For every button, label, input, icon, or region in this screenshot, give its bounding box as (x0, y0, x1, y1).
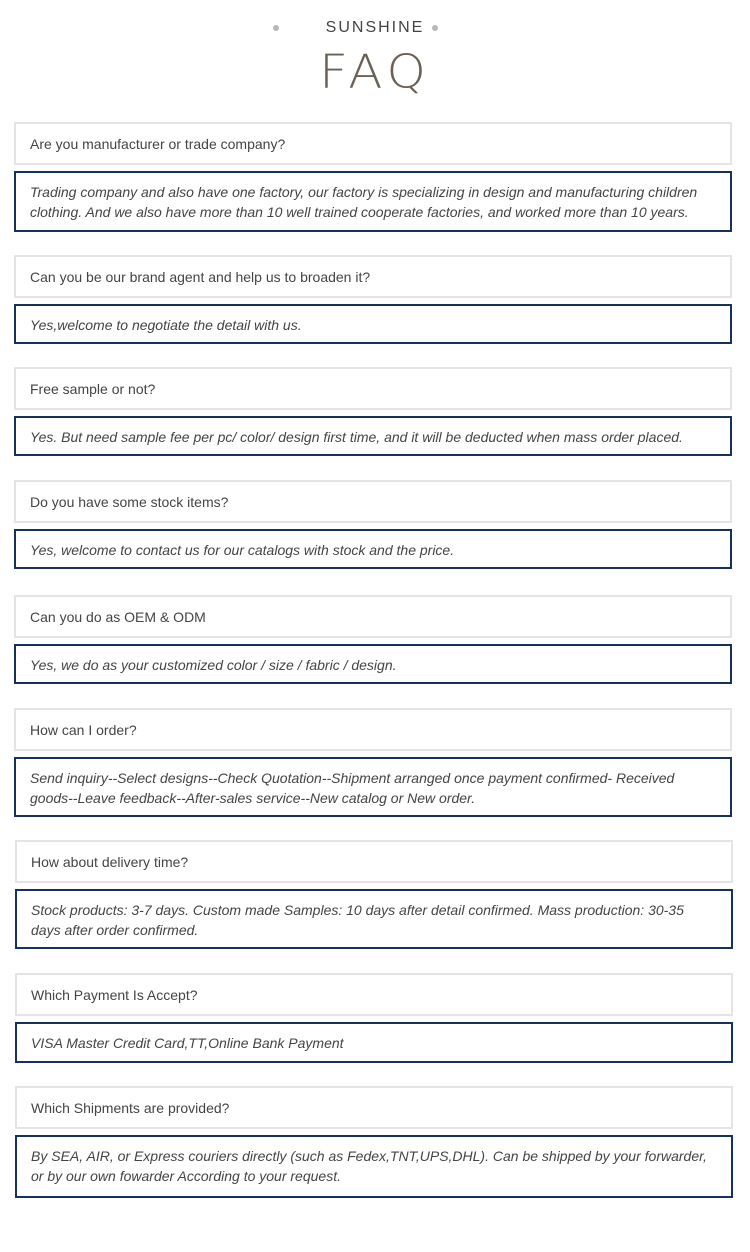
faq-answer-4: Yes, welcome to contact us for our catalogs with stock and the price. (14, 529, 732, 569)
faq-question-text: Do you have some stock items? (30, 493, 229, 510)
brand-name: SUNSHINE (325, 19, 425, 36)
faq-question-text: How about delivery time? (31, 853, 189, 870)
faq-question-text: Which Shipments are provided? (31, 1099, 230, 1116)
faq-question-text: How can I order? (30, 721, 137, 738)
faq-question-1[interactable] (14, 122, 732, 165)
faq-question-5[interactable] (14, 595, 732, 638)
faq-answer-3: Yes. But need sample fee per pc/ color/ design first time, and it will be deducted when mass order placed. (14, 416, 732, 456)
faq-question-3[interactable] (14, 367, 732, 410)
faq-question-6[interactable] (14, 708, 732, 751)
faq-question-text: Free sample or not? (30, 380, 156, 397)
decorative-dot-right (432, 25, 438, 31)
faq-question-4[interactable] (14, 480, 732, 523)
faq-question-text: Can you do as OEM & ODM (30, 608, 206, 625)
faq-question-7[interactable] (15, 840, 733, 883)
faq-question-9[interactable] (15, 1086, 733, 1129)
faq-question-text: Can you be our brand agent and help us to broaden it? (30, 268, 371, 285)
faq-question-8[interactable] (15, 973, 733, 1016)
faq-answer-9: By SEA, AIR, or Express couriers directly (such as Fedex,TNT,UPS,DHL). Can be shipped by your forwarder, or by our own fowarder According to your request. (15, 1135, 733, 1198)
faq-answer-8: VISA Master Credit Card,TT,Online Bank Payment (15, 1022, 733, 1063)
faq-answer-6: Send inquiry--Select designs--Check Quotation--Shipment arranged once payment confirmed- Received goods--Leave feedback--After-sales service--New catalog or New order. (14, 757, 732, 817)
faq-question-text: Are you manufacturer or trade company? (30, 135, 286, 152)
faq-answer-5: Yes, we do as your customized color / size / fabric / design. (14, 644, 732, 684)
faq-question-text: Which Payment Is Accept? (31, 986, 198, 1003)
page-title: FAQ (319, 45, 431, 99)
faq-answer-7: Stock products: 3-7 days. Custom made Samples: 10 days after detail confirmed. Mass production: 30-35 days after order confirmed. (15, 889, 733, 949)
faq-answer-2: Yes,welcome to negotiate the detail with us. (14, 304, 732, 344)
faq-answer-1: Trading company and also have one factory, our factory is specializing in design and manufacturing children clothing. And we also have more than 10 well trained cooperate factories, and worked more than 10 years. (14, 171, 732, 232)
faq-question-2[interactable] (14, 255, 732, 298)
faq-header (0, 0, 750, 110)
